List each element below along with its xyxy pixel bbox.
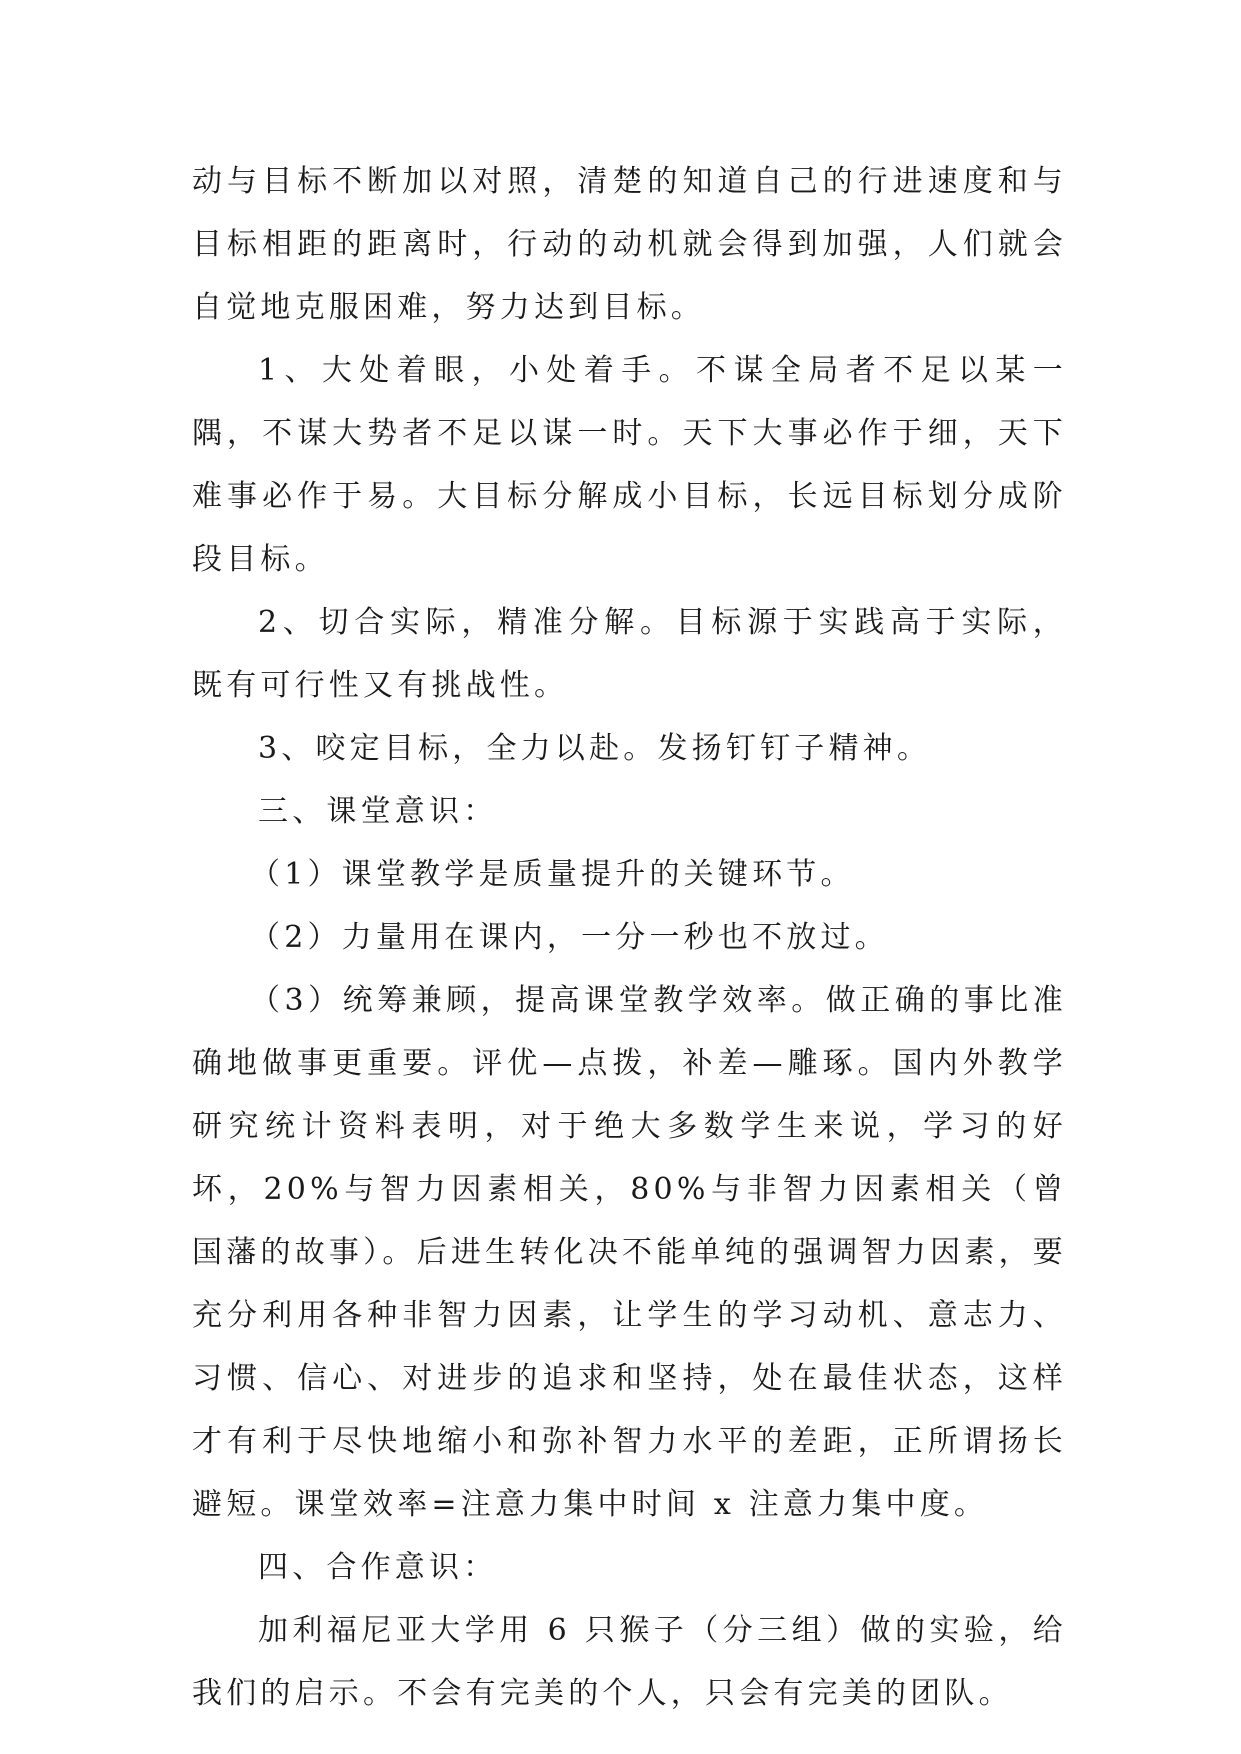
list-item-3: （3）统筹兼顾，提高课堂教学效率。做正确的事比准确地做事更重要。评优—点拨，补差—雕琢。国内外教学研究统计资料表明，对于绝大多数学生来说，学习的好坏，20%与智力因素相关，80%与非智力因素相关（曾国藩的故事）。后进生转化决不能单纯的强调智力因素，要充分利用各种非智力因素，让学生的学习动机、意志力、习惯、信心、对进步的追求和坚持，处在最佳状态，这样才有利于尽快地缩小和弥补智力水平的差距，正所谓扬长避短。课堂效率=注意力集中时间 x 注意力集中度。 xyxy=(192,983,1067,1522)
section-heading-classroom-awareness: 三、课堂意识： xyxy=(258,794,498,829)
paragraph-monkey-experiment: 加利福尼亚大学用 6 只猴子（分三组）做的实验，给我们的启示。不会有完美的个人，只会有完美的团队。 xyxy=(192,1613,1067,1711)
paragraph-continuation: 动与目标不断加以对照，清楚的知道自己的行进速度和与目标相距的距离时，行动的动机就会得到加强，人们就会自觉地克服困难，努力达到目标。 xyxy=(192,164,1067,325)
paragraph-point-3: 3、咬定目标，全力以赴。发扬钉钉子精神。 xyxy=(258,731,932,766)
list-item-1: （1）课堂教学是质量提升的关键环节。 xyxy=(250,857,855,892)
section-heading-cooperation-awareness: 四、合作意识： xyxy=(258,1550,498,1585)
document-body xyxy=(192,150,1067,1725)
list-item-2: （2）力量用在课内，一分一秒也不放过。 xyxy=(250,920,889,955)
paragraph-point-1: 1、大处着眼，小处着手。不谋全局者不足以某一隅，不谋大势者不足以谋一时。天下大事必作于细，天下难事必作于易。大目标分解成小目标，长远目标划分成阶段目标。 xyxy=(192,353,1067,577)
paragraph-point-2: 2、切合实际，精准分解。目标源于实践高于实际，既有可行性又有挑战性。 xyxy=(192,605,1067,703)
